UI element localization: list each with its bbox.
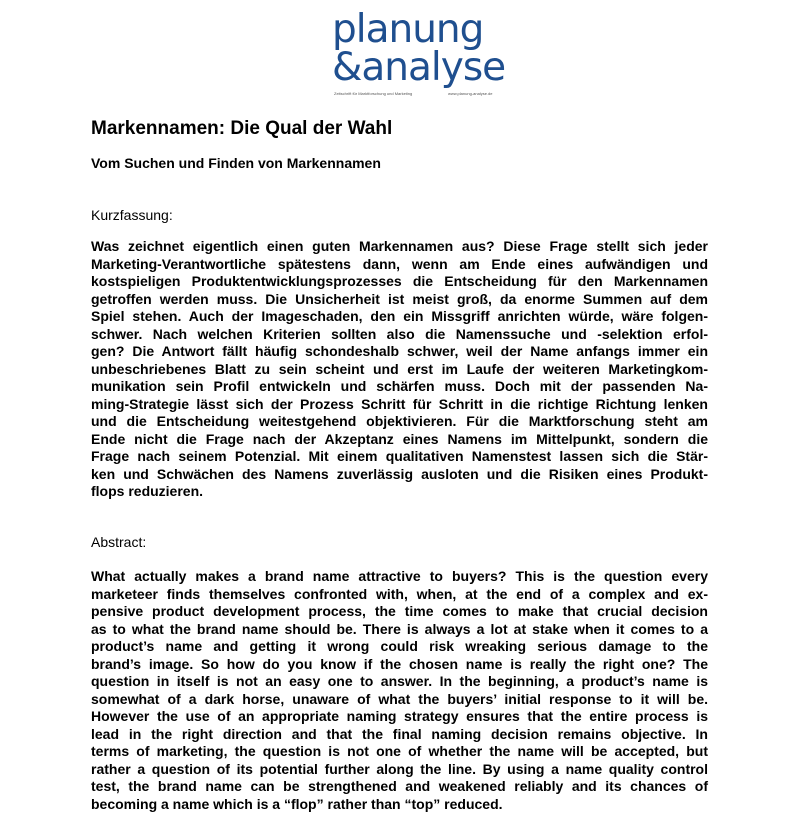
abstract-line: somewhat of a dark horse, unaware of what the buyers’ initial response to it will be. xyxy=(91,690,708,707)
kurzfassung-line: kostspieligen Produktentwicklungsprozesses die Entscheidung für den Markennamen xyxy=(91,273,708,289)
abstract-line: brand’s image. So how do you know if the chosen name is really the right one? The xyxy=(91,655,708,672)
kurzfassung-line: und die Entscheidung weitestgehend objektivieren. Für die Marktforschung steht am xyxy=(91,413,708,429)
abstract-line: lead in the right direction and that the final naming decision remains objective. In xyxy=(91,725,708,742)
abstract-paragraph xyxy=(91,568,708,813)
logo-line-2: &analyse xyxy=(332,45,506,90)
abstract-line: as to what the brand name should be. There is always a lot at stake when it comes to a xyxy=(91,620,708,637)
kurzfassung-line: Marketing-Verantwortliche spätestens dann, wenn am Ende eines aufwändigen und xyxy=(91,255,708,272)
page-title: Markennamen: Die Qual der Wahl xyxy=(91,118,393,139)
abstract-line: rather a question of its potential further along the line. By using a name quality control xyxy=(91,760,708,777)
abstract-line: marketeer finds themselves confronted with, when, at the end of a complex and ex- xyxy=(91,585,708,602)
kurzfassung-line: Was zeichnet eigentlich einen guten Markennamen aus? Diese Frage stellt sich jeder xyxy=(91,238,708,254)
kurzfassung-line: Spiel stehen. Auch der Imageschaden, den ein Missgriff anrichten würde, wäre folgen- xyxy=(91,308,708,324)
kurzfassung-line: gen? Die Antwort fällt häufig schondeshalb schwer, weil der Name anfangs immer ein xyxy=(91,343,708,359)
kurzfassung-line: schwer. Nach welchen Kriterien sollten also die Namenssuche und -selektion erfol- xyxy=(91,325,708,342)
abstract-line: terms of marketing, the question is not one of whether the name will be accepted, but xyxy=(91,743,708,759)
kurzfassung-heading: Kurzfassung: xyxy=(91,207,173,223)
logo-url: www.planung-analyse.de xyxy=(448,91,493,96)
planung-analyse-logo xyxy=(332,7,506,98)
kurzfassung-line: Frage nach seinem Potenzial. Mit einem qualitativen Namenstest lassen sich die Stär- xyxy=(91,448,708,464)
abstract-line: question in itself is not an easy one to answer. In the beginning, a product’s name is xyxy=(91,673,708,689)
kurzfassung-line: getroffen werden muss. Die Unsicherheit ist meist groß, da enorme Summen auf dem xyxy=(91,290,708,307)
logo-line-1: planung xyxy=(332,7,484,52)
kurzfassung-line: flops reduzieren. xyxy=(91,483,204,499)
kurzfassung-line: unbeschriebenes Blatt zu sein scheint und erst im Laufe der weiteren Marketingkom- xyxy=(91,360,708,377)
kurzfassung-line: ming-Strategie lässt sich der Prozess Schritt für Schritt in die richtige Richtung lenken xyxy=(91,395,708,412)
page-subtitle: Vom Suchen und Finden von Markennamen xyxy=(91,155,381,171)
abstract-line: becoming a name which is a “flop” rather than “top” reduced. xyxy=(91,795,503,812)
abstract-line: product’s name and getting it wrong could risk wreaking serious damage to the xyxy=(91,638,708,654)
logo-tagline: Zeitschrift für Marktforschung und Marketing xyxy=(334,91,413,96)
kurzfassung-paragraph xyxy=(91,238,708,501)
kurzfassung-line: munikation sein Profil entwickeln und schärfen muss. Doch mit der passenden Na- xyxy=(91,378,708,394)
abstract-line: pensive product development process, the time comes to make that crucial decision xyxy=(91,603,708,619)
abstract-line: However the use of an appropriate naming strategy ensures that the entire process is xyxy=(91,708,708,724)
kurzfassung-line: Ende nicht die Frage nach der Akzeptanz eines Namens im Mittelpunkt, sondern die xyxy=(91,430,708,447)
abstract-heading: Abstract: xyxy=(91,534,147,550)
kurzfassung-line: ken und Schwächen des Namens zuverlässig ausloten und die Risiken eines Produkt- xyxy=(91,465,708,482)
abstract-line: test, the brand name can be strengthened and weakened reliably and its chances of xyxy=(91,778,708,794)
abstract-line: What actually makes a brand name attractive to buyers? This is the question every xyxy=(91,568,708,584)
